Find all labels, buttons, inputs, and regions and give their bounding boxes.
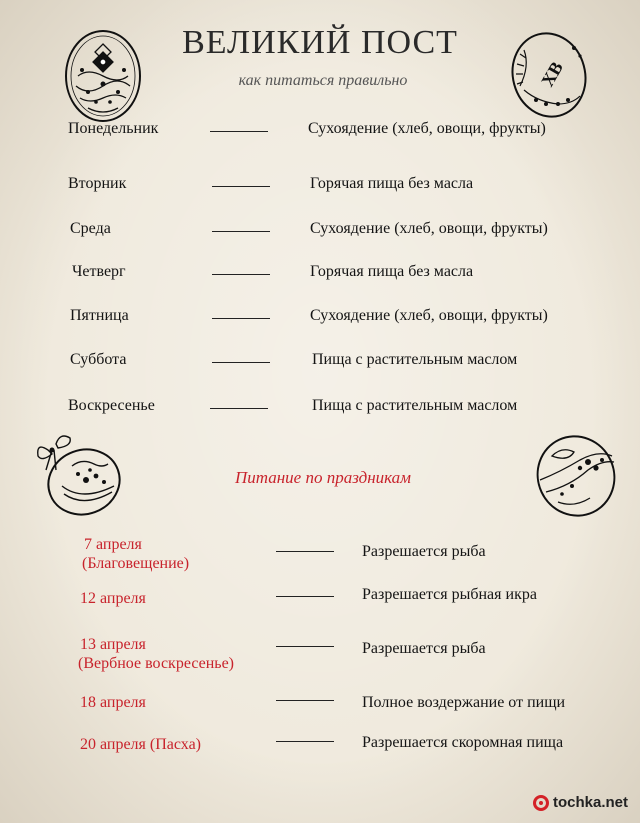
dash-divider — [210, 408, 268, 409]
dash-divider — [276, 741, 334, 742]
holiday-diet: Полное воздержание от пищи — [362, 694, 566, 711]
weekday-label: Суббота — [70, 351, 127, 368]
weekday-label: Понедельник — [68, 120, 159, 137]
weekday-label: Четверг — [72, 263, 126, 280]
holiday-date: 13 апреля — [80, 636, 146, 653]
holiday-diet: Разрешается рыба — [362, 543, 486, 560]
site-logo[interactable] — [533, 794, 628, 811]
weekday-label: Пятница — [70, 307, 129, 324]
weekday-label: Среда — [70, 220, 111, 237]
holiday-name: (Вербное воскресенье) — [78, 655, 235, 672]
schedule-row — [0, 397, 640, 421]
dash-divider — [276, 551, 334, 552]
holiday-name: (Благовещение) — [82, 555, 190, 572]
diet-description: Горячая пища без масла — [310, 263, 474, 280]
holiday-date: 12 апреля — [80, 590, 146, 607]
weekday-label: Воскресенье — [68, 397, 155, 414]
dash-divider — [212, 318, 270, 319]
holiday-diet: Разрешается рыбная икра — [362, 586, 537, 603]
page-title: ВЕЛИКИЙ ПОСТ — [182, 24, 458, 61]
page-subtitle: как питаться правильно — [238, 72, 408, 89]
diet-description: Пища с растительным маслом — [312, 351, 518, 368]
diet-description: Сухоядение (хлеб, овощи, фрукты) — [308, 120, 546, 137]
dash-divider — [212, 231, 270, 232]
holidays-heading: Питание по праздникам — [234, 468, 412, 487]
schedule-row — [0, 351, 640, 375]
diet-description: Сухоядение (хлеб, овощи, фрукты) — [310, 307, 548, 324]
schedule-row — [0, 220, 640, 244]
diet-description: Горячая пища без масла — [310, 175, 474, 192]
schedule-row — [0, 120, 640, 144]
holiday-date: 20 апреля (Пасха) — [80, 736, 201, 753]
dash-divider — [212, 274, 270, 275]
schedule-row — [0, 307, 640, 331]
diet-description: Сухоядение (хлеб, овощи, фрукты) — [310, 220, 548, 237]
schedule-row — [0, 263, 640, 287]
egg-letters: ХВ — [537, 58, 567, 90]
dash-divider — [276, 646, 334, 647]
dash-divider — [212, 186, 270, 187]
holiday-diet: Разрешается рыба — [362, 640, 486, 657]
holiday-diet: Разрешается скоромная пища — [362, 734, 564, 751]
holiday-date: 18 апреля — [80, 694, 146, 711]
site-name: tochka.net — [552, 794, 628, 811]
target-logo-icon — [533, 795, 549, 811]
holiday-date: 7 апреля — [84, 536, 142, 553]
schedule-row — [0, 175, 640, 199]
dash-divider — [276, 700, 334, 701]
diet-description: Пища с растительным маслом — [312, 397, 518, 414]
dash-divider — [276, 596, 334, 597]
weekday-label: Вторник — [68, 175, 127, 192]
dash-divider — [212, 362, 270, 363]
dash-divider — [210, 131, 268, 132]
